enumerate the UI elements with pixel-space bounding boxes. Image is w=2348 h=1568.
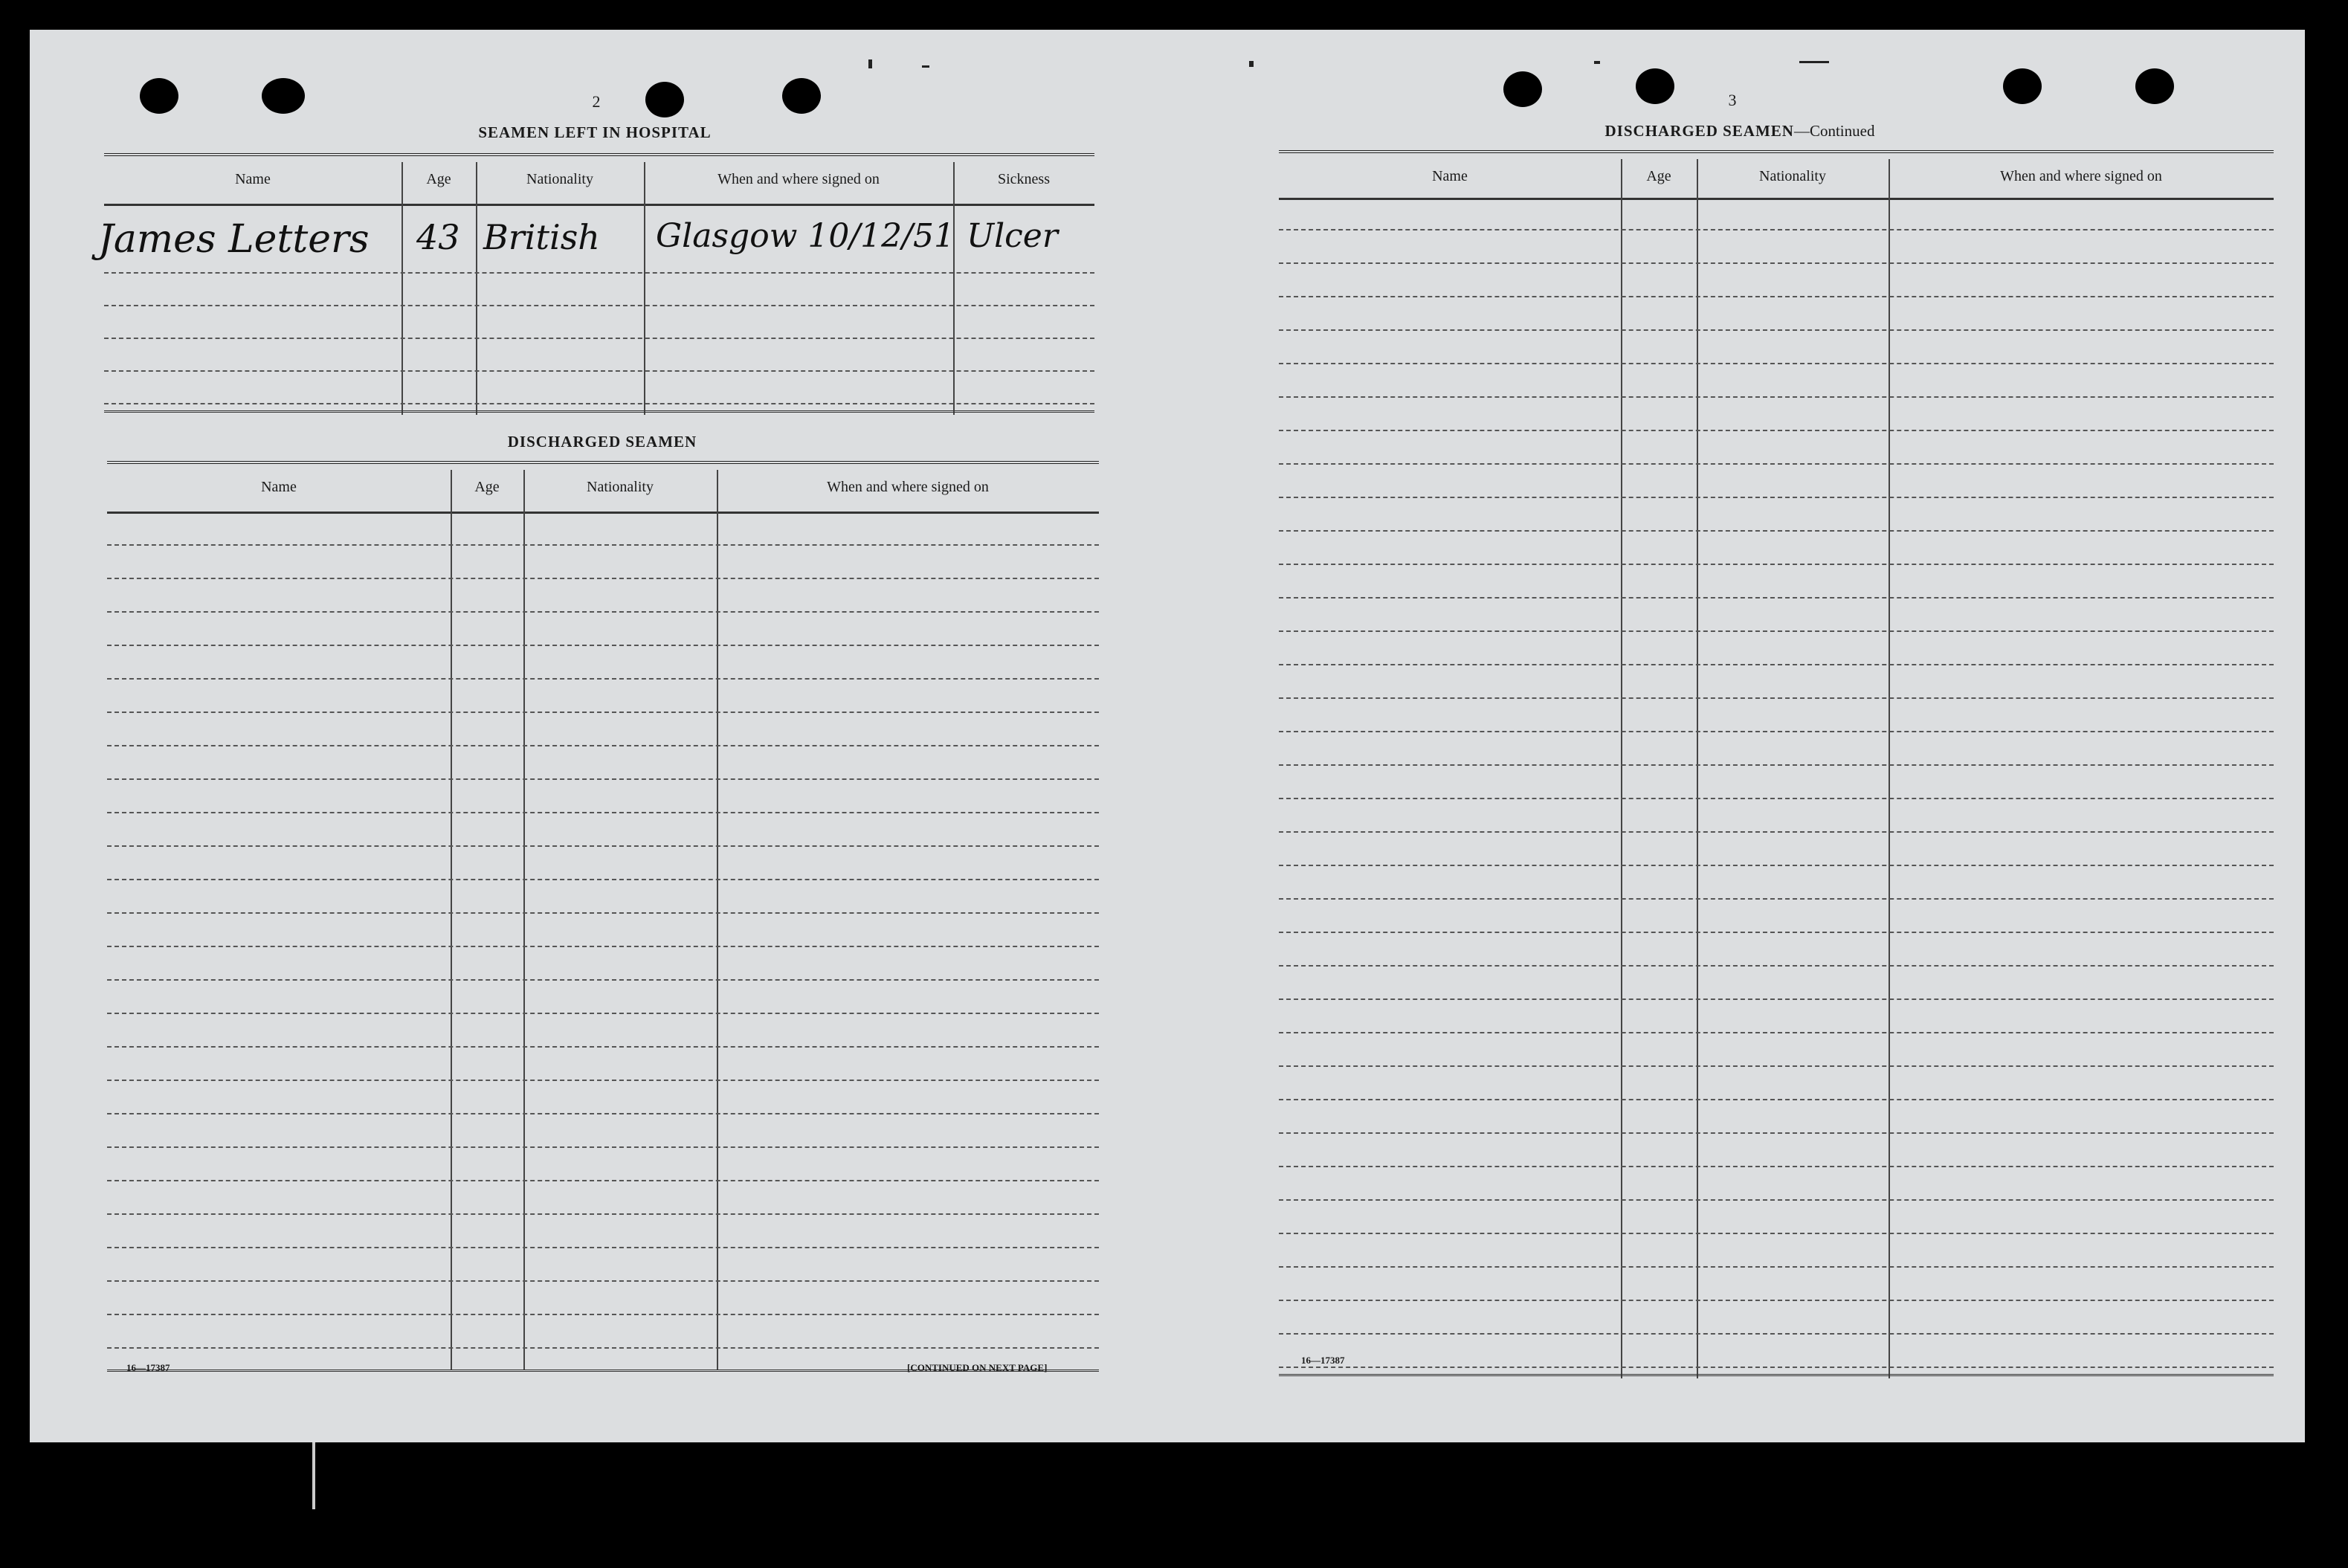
blank-row-line bbox=[107, 1013, 1099, 1014]
blank-row-line bbox=[1279, 1032, 2274, 1033]
blank-row-line bbox=[1279, 463, 2274, 465]
col-header-name: Name bbox=[261, 479, 297, 495]
blank-row-line bbox=[107, 578, 1099, 579]
discharged-table bbox=[107, 461, 1099, 1390]
blank-row-line bbox=[107, 678, 1099, 680]
blank-row-line bbox=[1279, 296, 2274, 297]
blank-row-line bbox=[107, 712, 1099, 713]
blank-row-line bbox=[107, 611, 1099, 613]
col-header-age: Age bbox=[1646, 168, 1671, 184]
col-header-sickness: Sickness bbox=[998, 171, 1050, 187]
col-header-signed-on: When and where signed on bbox=[2000, 168, 2162, 184]
left-page bbox=[30, 30, 1145, 1442]
blank-row-line bbox=[107, 1080, 1099, 1081]
blank-row-line bbox=[1279, 1367, 2274, 1368]
col-header-name: Name bbox=[1432, 168, 1468, 184]
col-header-signed-on: When and where signed on bbox=[827, 479, 989, 495]
discharged-continued-header bbox=[1279, 159, 2274, 200]
blank-row-line bbox=[107, 1213, 1099, 1215]
binding-mark bbox=[312, 1442, 315, 1509]
page-number: 2 bbox=[592, 92, 601, 111]
blank-row-line bbox=[1279, 229, 2274, 230]
blank-row-line bbox=[107, 1146, 1099, 1148]
form-number: 16—17387 bbox=[1301, 1355, 1345, 1366]
blank-row-line bbox=[1279, 329, 2274, 331]
blank-row-line bbox=[1279, 430, 2274, 431]
blank-row-line bbox=[1279, 630, 2274, 632]
blank-row-line bbox=[107, 1347, 1099, 1349]
blank-row-line bbox=[1279, 998, 2274, 1000]
col-header-age: Age bbox=[474, 479, 500, 495]
blank-row-line bbox=[1279, 564, 2274, 565]
blank-row-line bbox=[1279, 1266, 2274, 1268]
blank-row-line bbox=[1279, 731, 2274, 732]
col-header-nationality: Nationality bbox=[526, 171, 593, 187]
blank-row-line bbox=[107, 1247, 1099, 1248]
blank-row-line bbox=[1279, 396, 2274, 398]
blank-row-line bbox=[1279, 798, 2274, 799]
continued-note: [CONTINUED ON NEXT PAGE] bbox=[907, 1362, 1048, 1373]
hospital-table bbox=[98, 153, 1094, 443]
col-header-name: Name bbox=[235, 171, 271, 187]
blank-row-line bbox=[107, 1314, 1099, 1315]
blank-row-line bbox=[107, 778, 1099, 780]
hospital-row-signed-on: Glasgow 10/12/51 bbox=[656, 217, 955, 255]
title-main: DISCHARGED SEAMEN bbox=[1604, 122, 1794, 140]
hospital-row-nationality: British bbox=[483, 217, 600, 257]
blank-row-line bbox=[1279, 898, 2274, 900]
title-continued: —Continued bbox=[1793, 122, 1875, 140]
blank-row-line bbox=[1279, 932, 2274, 933]
blank-row-line bbox=[1279, 1065, 2274, 1067]
blank-row-line bbox=[1279, 965, 2274, 967]
blank-row-line bbox=[1279, 1099, 2274, 1100]
blank-row-line bbox=[1279, 262, 2274, 264]
blank-row-line bbox=[107, 946, 1099, 947]
blank-row-line bbox=[1279, 363, 2274, 364]
blank-row-line bbox=[107, 912, 1099, 914]
blank-row-line bbox=[107, 1046, 1099, 1048]
right-page bbox=[1204, 30, 2305, 1442]
blank-row-line bbox=[1279, 831, 2274, 833]
discharged-table-header bbox=[107, 470, 1099, 514]
blank-row-line bbox=[1279, 697, 2274, 699]
blank-row-line bbox=[1279, 764, 2274, 766]
blank-row-line bbox=[107, 1280, 1099, 1282]
col-header-signed-on: When and where signed on bbox=[717, 171, 880, 187]
discharged-section-title: DISCHARGED SEAMEN bbox=[507, 433, 697, 451]
hospital-row-age: 43 bbox=[416, 217, 460, 257]
blank-row-line bbox=[1279, 597, 2274, 599]
blank-row-line bbox=[1279, 530, 2274, 532]
blank-row-line bbox=[1279, 497, 2274, 498]
hospital-row-sickness: Ulcer bbox=[967, 217, 1058, 255]
hospital-row-name: James Letters bbox=[98, 217, 370, 262]
col-header-age: Age bbox=[426, 171, 451, 187]
blank-row-line bbox=[107, 879, 1099, 880]
page-number: 3 bbox=[1728, 91, 1737, 109]
blank-row-line bbox=[1279, 865, 2274, 866]
col-header-nationality: Nationality bbox=[587, 479, 654, 495]
blank-row-line bbox=[1279, 1333, 2274, 1335]
form-sheet bbox=[30, 30, 2305, 1442]
discharged-continued-table bbox=[1279, 150, 2274, 1384]
blank-row-line bbox=[107, 645, 1099, 646]
blank-row-line bbox=[107, 812, 1099, 813]
blank-row-line bbox=[1279, 1132, 2274, 1134]
hospital-table-header bbox=[104, 162, 1094, 206]
discharged-continued-title bbox=[1532, 122, 1948, 141]
blank-row-line bbox=[1279, 1300, 2274, 1301]
blank-row-line bbox=[1279, 1166, 2274, 1167]
blank-row-line bbox=[107, 1180, 1099, 1181]
blank-row-line bbox=[107, 979, 1099, 981]
hospital-section-title: SEAMEN LEFT IN HOSPITAL bbox=[478, 123, 712, 141]
blank-row-line bbox=[1279, 1199, 2274, 1201]
blank-row-line bbox=[107, 1113, 1099, 1114]
blank-row-line bbox=[107, 745, 1099, 746]
blank-row-line bbox=[1279, 664, 2274, 665]
col-header-nationality: Nationality bbox=[1759, 168, 1826, 184]
form-number: 16—17387 bbox=[126, 1362, 170, 1373]
blank-row-line bbox=[1279, 1233, 2274, 1234]
blank-row-line bbox=[107, 845, 1099, 847]
blank-row-line bbox=[107, 544, 1099, 546]
